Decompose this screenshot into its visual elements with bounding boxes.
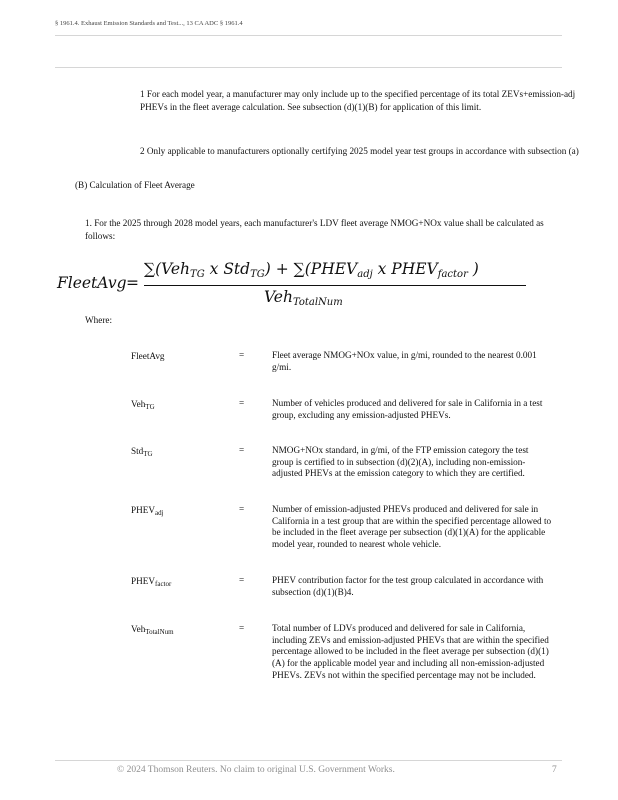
header-rule <box>55 35 562 36</box>
fraction-bar <box>144 285 526 286</box>
equation-equals: = <box>126 274 139 292</box>
equation-numerator: ∑(Veh$_{TG}$ x $Std_{TG}) + \sum(PHEV_{adj}$ x $PHEV_{factor}$ ) <box>144 260 479 280</box>
def-equals-5: = <box>239 575 245 585</box>
definition-phev-factor: PHEV contribution factor for the test group calculated in accordance with subsection (d)(1)(B)4. <box>272 575 544 597</box>
definition-std-tg: NMOG+NOx standard, in g/mi, of the FTP emission category the test group is certified to in subsection (d)(2)(A), including non-emission-adjusted PHEVs at the emission category to which they are certified. <box>272 445 529 479</box>
def-equals-1: = <box>239 350 245 360</box>
definition-veh-totalnum: Total number of LDVs produced and delivered for sale in California, including ZEVs and emission-adjusted PHEVs that are within the specified percentage allowed to be included in the fleet average per subsection (d)(1)(A) for the applicable model year and including all non-emission-adjusted PHEVs. ZEVs not within the specified percentage may not be included. <box>272 623 549 680</box>
definition-fleetavg: Fleet average NMOG+NOx value, in g/mi, rounded to the nearest 0.001 g/mi. <box>272 350 537 372</box>
section-heading: (B) Calculation of Fleet Average <box>75 180 195 190</box>
definition-veh-tg: Number of vehicles produced and delivered for sale in California in a test group, excluding any emission-adjusted PHEVs. <box>272 398 543 420</box>
footnote-1-line-1: 1 For each model year, a manufacturer may only include up to the specified percentage of its total ZEVs+emission-adj <box>140 89 576 99</box>
def-equals-2: = <box>239 398 245 408</box>
definition-phev-adj: Number of emission-adjusted PHEVs produced and delivered for sale in California in a test group that are within the specified percentage allowed to be included in the fleet average per subsection (d)(1)(A) for the applicable model year, rounded to nearest whole vehicle. <box>272 504 552 550</box>
term-fleetavg: FleetAvg <box>131 351 165 361</box>
where-label: Where: <box>85 315 113 325</box>
section-rule <box>55 67 562 68</box>
footnote-1 <box>140 88 575 113</box>
term-phev-factor: $PHEV_{factor}$ <box>131 576 172 588</box>
equation-lhs: FleetAvg <box>57 274 127 292</box>
equation-denominator: Veh$_{TotalNum}$ <box>264 288 343 308</box>
def-equals-3: = <box>239 445 245 455</box>
intro-paragraph: 1. For the 2025 through 2028 model years, each manufacturer's LDV fleet average NMOG+NOx value shall be calculated as follows: <box>85 218 544 241</box>
footnote-1-line-2: PHEVs in the fleet average calculation. See subsection (d)(1)(B) for application of this limit. <box>140 101 482 112</box>
fleet-average-equation <box>57 260 477 308</box>
running-header: § 1961.4. Exhaust Emission Standards and Test..., 13 CA ADC § 1961.4 <box>55 20 243 27</box>
footnote-2: 2 Only applicable to manufacturers optionally certifying 2025 model year test groups in accordance with subsection (a) <box>140 146 579 156</box>
footer-copyright: © 2024 Thomson Reuters. No claim to original U.S. Government Works. <box>117 765 395 775</box>
term-veh-tg: Veh$_{TG}$ <box>131 399 155 411</box>
term-std-tg: Std$_{TG}$ <box>131 446 153 458</box>
def-equals-4: = <box>239 504 245 514</box>
footer-rule <box>55 760 562 761</box>
page-number: 7 <box>552 765 557 775</box>
term-phev-adj: $PHEV_{adj}$ <box>131 505 164 517</box>
term-veh-totalnum: Veh$_{TotalNum}$ <box>131 624 174 636</box>
def-equals-6: = <box>239 623 245 633</box>
